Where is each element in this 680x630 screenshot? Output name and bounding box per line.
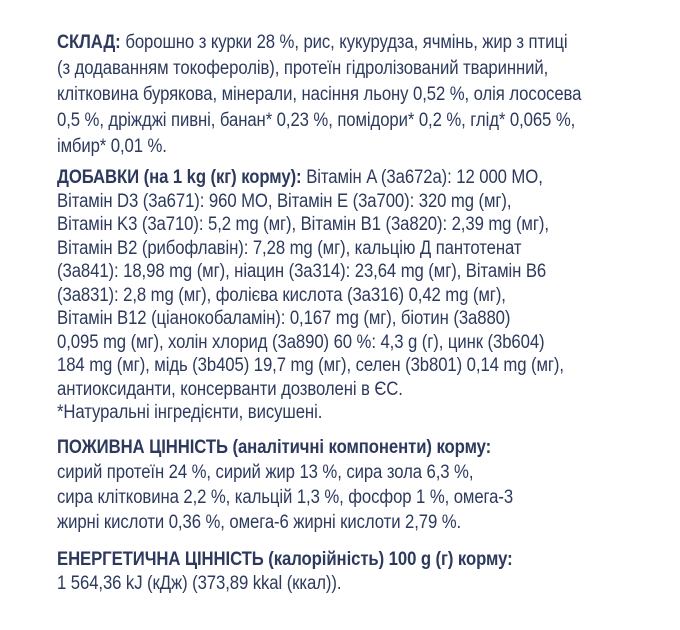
text-line: клітковина бурякова, мінерали, насіння льону 0,52 %, олія лососева bbox=[57, 84, 582, 105]
text-line: Вітамін B2 (рибофлавін): 7,28 mg (мг), кальцію Д пантотенат bbox=[57, 237, 522, 259]
text-line bbox=[57, 435, 585, 460]
text-line: жирні кислоти 0,36 %, омега-6 жирні кислоти 2,79 %. bbox=[57, 511, 462, 533]
text-line: Вітамін A (3a672a): 12 000 МО, bbox=[306, 167, 543, 188]
text-line bbox=[57, 548, 585, 572]
text-line: імбир* 0,01 %. bbox=[57, 136, 167, 157]
section-additives bbox=[57, 166, 657, 425]
section-title: ПОЖИВНА ЦІННІСТЬ (аналітичні компоненти) корму: bbox=[57, 436, 492, 458]
text-line: (3a831): 2,8 mg (мг), фолієва кислота (3a316) 0,42 mg (мг), bbox=[57, 284, 506, 306]
text-line: Вітамін K3 (3a710): 5,2 mg (мг), Вітамін B1 (3a820): 2,39 mg (мг), bbox=[57, 214, 549, 235]
pet-food-label-text bbox=[57, 30, 657, 596]
text-line: сира клітковина 2,2 %, кальцій 1,3 %, фосфор 1 %, омега-3 bbox=[57, 486, 514, 508]
section-composition bbox=[57, 30, 657, 160]
section-nutritional-value bbox=[57, 435, 657, 535]
text-line: 1 564,36 kJ (кДж) (373,89 kkal (ккал)). bbox=[57, 572, 342, 594]
text-line: Вітамін D3 (3a671): 960 МО, Вітамін E (3a700): 320 mg (мг), bbox=[57, 190, 512, 212]
text-line: (з додаванням токоферолів), протеїн гідролізований тваринний, bbox=[57, 58, 549, 79]
text-line: Вітамін B12 (ціанокобаламін): 0,167 mg (мг), біотин (3a880) bbox=[57, 308, 511, 329]
text-line: 0,095 mg (мг), холін хлорид (3a890) 60 %: 4,3 g (г), цинк (3b604) bbox=[57, 331, 545, 353]
text-line: (3a841): 18,98 mg (мг), ніацин (3a314): 23,64 mg (мг), Вітамін B6 bbox=[57, 261, 547, 282]
footnote-line: *Натуральні інгредієнти, висушені. bbox=[57, 402, 323, 423]
section-title: ЕНЕРГЕТИЧНА ЦІННІСТЬ (калорійність) 100 g (г) корму: bbox=[57, 548, 513, 570]
text-line bbox=[57, 30, 585, 56]
section-energy-value bbox=[57, 548, 657, 596]
text-line: 0,5 %, дріжджі пивні, банан* 0,23 %, помідори* 0,2 %, глід* 0,065 %, bbox=[57, 110, 576, 131]
text-line bbox=[57, 166, 585, 190]
section-title: СКЛАД: bbox=[57, 32, 121, 53]
text-line: борошно з курки 28 %, рис, кукурудза, ячмінь, жир з птиці bbox=[125, 32, 568, 53]
text-line: сирий протеїн 24 %, сирий жир 13 %, сира зола 6,3 %, bbox=[57, 461, 474, 483]
text-line: антиоксиданти, консерванти дозволені в ЄС. bbox=[57, 378, 403, 400]
text-line: 184 mg (мг), мідь (3b405) 19,7 mg (мг), селен (3b801) 0,14 mg (мг), bbox=[57, 355, 564, 376]
section-title: ДОБАВКИ (на 1 kg (кг) корму): bbox=[57, 167, 302, 188]
